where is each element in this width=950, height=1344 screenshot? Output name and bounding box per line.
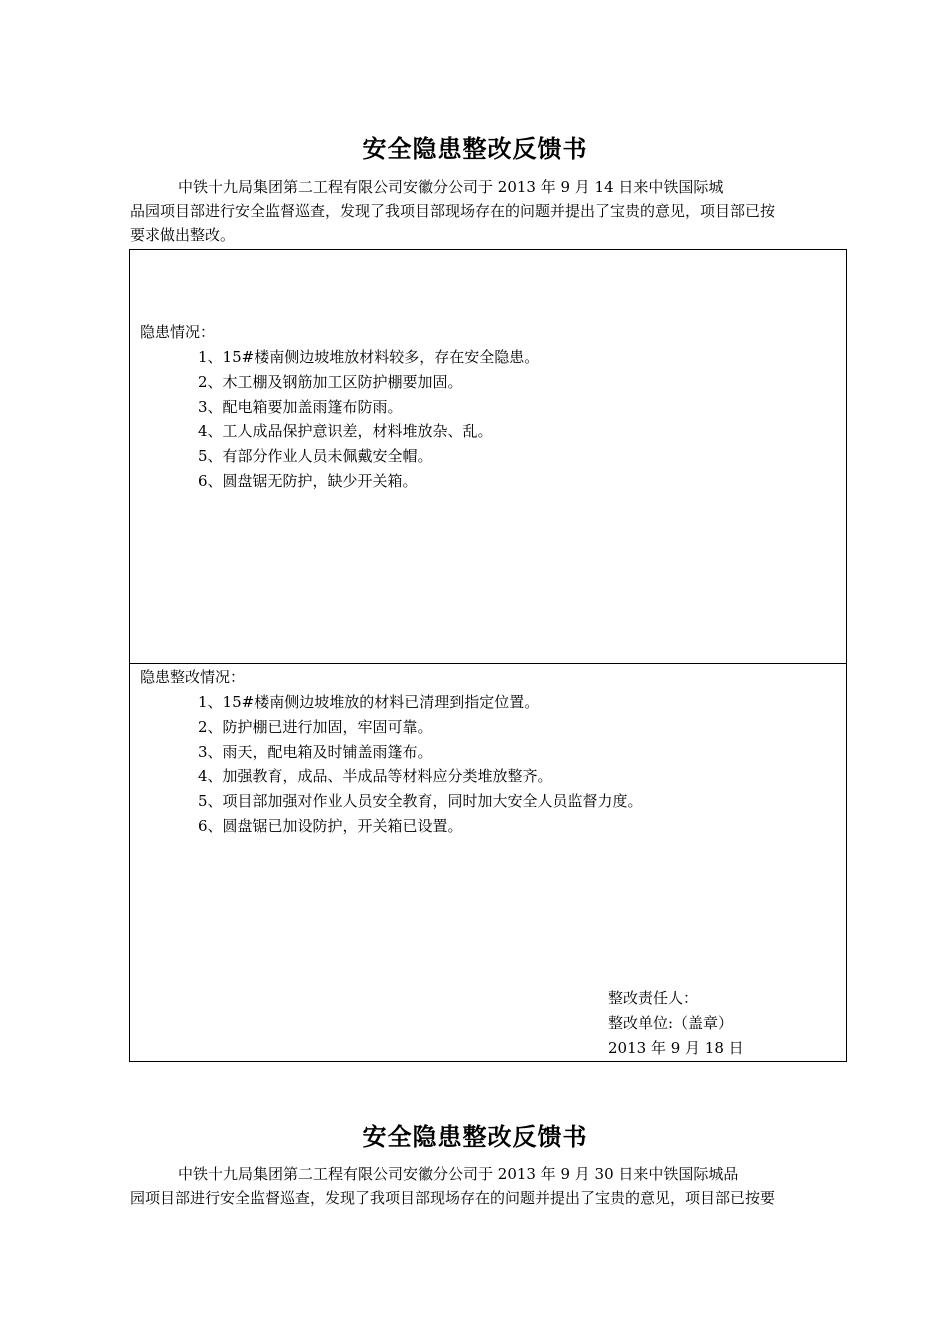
list-item: 3、配电箱要加盖雨篷布防雨。 (198, 397, 403, 416)
list-item: 4、加强教育，成品、半成品等材料应分类堆放整齐。 (198, 767, 553, 786)
list-item: 1、15#楼南侧边坡堆放的材料已清理到指定位置。 (198, 693, 540, 711)
list-item: 6、圆盘锯已加设防护，开关箱已设置。 (198, 816, 463, 835)
signoff-date: 2013 年 9 月 18 日 (608, 1039, 744, 1057)
list-item: 5、项目部加强对作业人员安全教育，同时加大安全人员监督力度。 (198, 792, 643, 811)
intro-paragraph-2 (130, 1162, 846, 1210)
responsible-person-label: 整改责任人： (608, 989, 699, 1007)
rectification-list (198, 690, 643, 839)
list-item: 1、15#楼南侧边坡堆放材料较多，存在安全隐患。 (198, 348, 540, 366)
list-item: 4、工人成品保护意识差，材料堆放杂、乱。 (198, 422, 493, 441)
list-item: 5、有部分作业人员未佩戴安全帽。 (198, 447, 433, 466)
document-title-2: 安全隐患整改反馈书 (362, 1123, 588, 1151)
list-item: 2、木工棚及钢筋加工区防护棚要加固。 (198, 372, 463, 391)
intro-line: 中铁十九局集团第二工程有限公司安徽分公司于 2013 年 9 月 30 日来中铁国际城品 (178, 1165, 739, 1183)
document-title: 安全隐患整改反馈书 (362, 135, 588, 163)
intro-line: 园项目部进行安全监督巡查，发现了我项目部现场存在的问题并提出了宝贵的意见，项目部已按要 (130, 1189, 776, 1207)
intro-line: 要求做出整改。 (130, 226, 236, 244)
list-item: 3、雨天，配电箱及时铺盖雨篷布。 (198, 742, 433, 761)
rectification-unit-label: 整改单位:（盖章） (608, 1014, 734, 1032)
table-divider (130, 663, 846, 664)
hazards-heading: 隐患情况： (140, 323, 216, 341)
rectification-heading: 隐患整改情况： (140, 668, 246, 686)
intro-paragraph (130, 175, 846, 247)
intro-line: 品园项目部进行安全监督巡查，发现了我项目部现场存在的问题并提出了宝贵的意见，项目部已按 (130, 202, 776, 220)
feedback-form-table (129, 249, 847, 1062)
list-item: 2、防护棚已进行加固，牢固可靠。 (198, 717, 433, 736)
list-item: 6、圆盘锯无防护，缺少开关箱。 (198, 471, 418, 490)
hazards-list (198, 345, 539, 494)
signoff-block (608, 986, 744, 1061)
intro-line: 中铁十九局集团第二工程有限公司安徽分公司于 2013 年 9 月 14 日来中铁国际城 (178, 178, 724, 196)
